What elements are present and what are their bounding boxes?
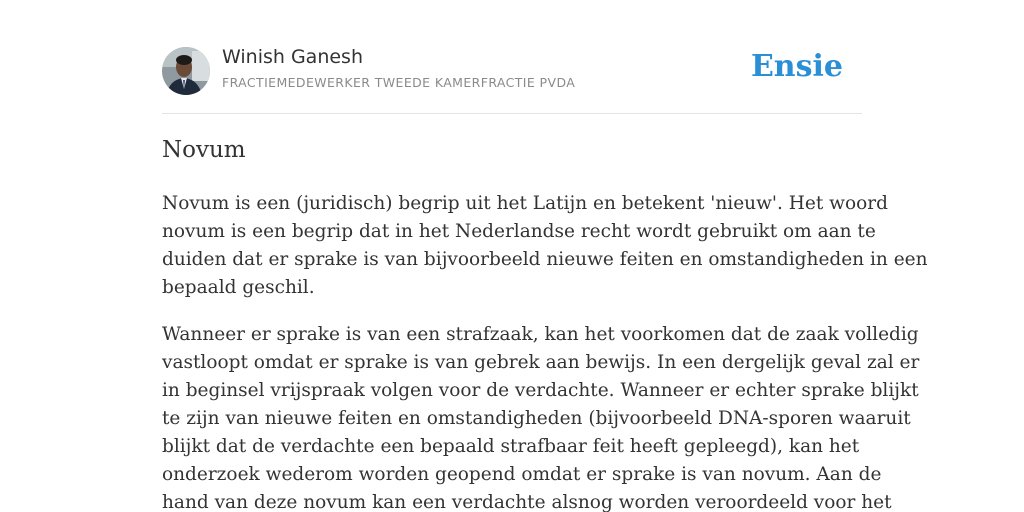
author-name[interactable]: Winish Ganesh xyxy=(222,46,363,68)
divider xyxy=(162,113,862,114)
text-line: in beginsel vrijspraak volgen voor de verdachte. Wanneer er echter sprake blijkt xyxy=(162,380,919,401)
text-line: Wanneer er sprake is van een strafzaak, kan het voorkomen dat de zaak volledig xyxy=(162,324,919,345)
brand-logo[interactable]: Ensie xyxy=(750,49,843,84)
text-line: duiden dat er sprake is van bijvoorbeeld nieuwe feiten en omstandigheden in een xyxy=(162,249,928,270)
article-body xyxy=(162,190,928,512)
article-title: Novum xyxy=(162,137,246,163)
author-role: FRACTIEMEDEWERKER TWEEDE KAMERFRACTIE PVDA xyxy=(222,75,576,90)
text-line: te zijn van nieuwe feiten en omstandigheden (bijvoorbeeld DNA-sporen waaruit xyxy=(162,408,911,429)
paragraph-1 xyxy=(162,190,928,302)
paragraph-2 xyxy=(162,321,920,512)
avatar[interactable] xyxy=(162,47,210,95)
text-line: hand van deze novum kan een verdachte alsnog worden veroordeeld voor het xyxy=(162,492,892,512)
text-line: Novum is een (juridisch) begrip uit het Latijn en betekent 'nieuw'. Het woord xyxy=(162,193,888,214)
text-line: vastloopt omdat er sprake is van gebrek aan bewijs. In een dergelijk geval zal er xyxy=(162,352,920,373)
text-line: novum is een begrip dat in het Nederlandse recht wordt gebruikt om aan te xyxy=(162,221,876,242)
text-line: bepaald geschil. xyxy=(162,277,315,298)
author-header xyxy=(162,46,862,96)
text-line: blijkt dat de verdachte een bepaald strafbaar feit heeft gepleegd), kan het xyxy=(162,436,860,457)
text-line: onderzoek wederom worden geopend omdat er sprake is van novum. Aan de xyxy=(162,464,882,485)
